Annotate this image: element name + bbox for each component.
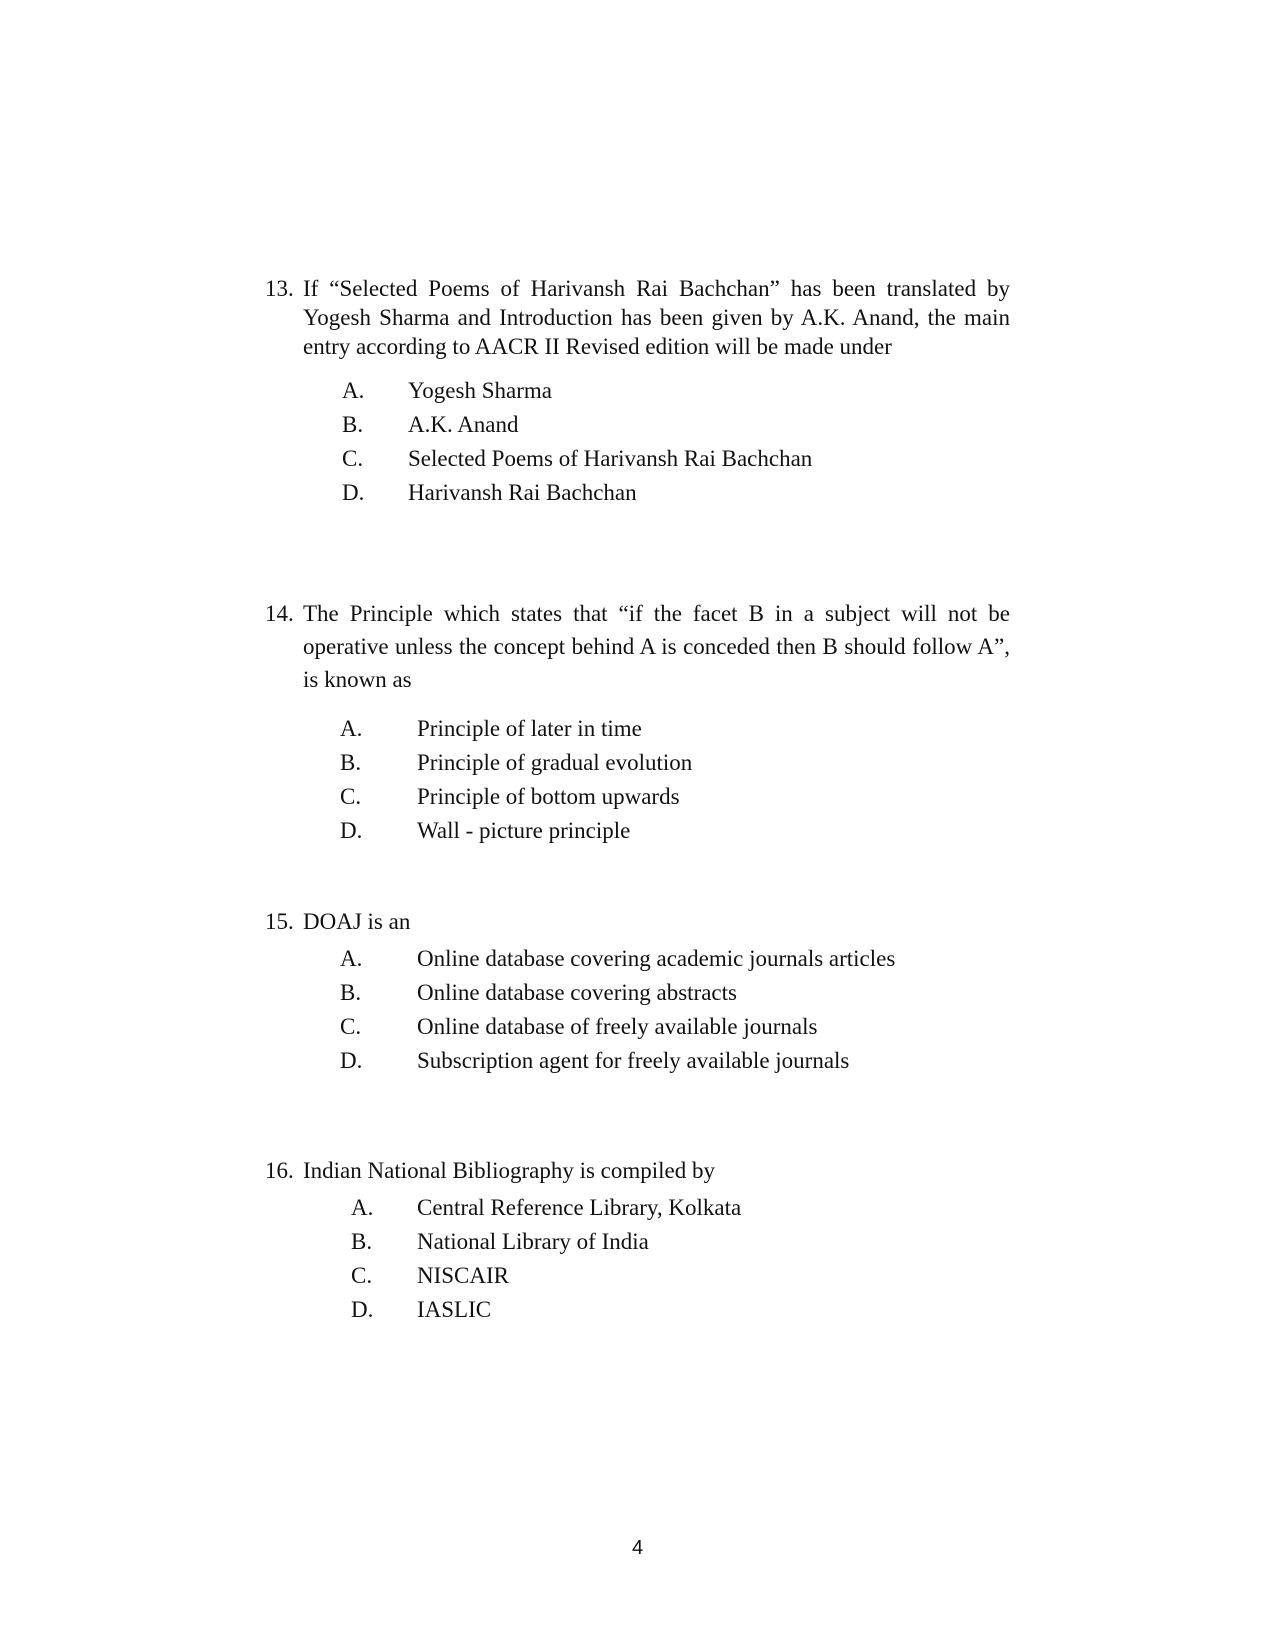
option-a (265, 374, 1010, 408)
question-stem (265, 597, 1010, 696)
option-list (265, 1191, 1010, 1327)
option-text: IASLIC (417, 1297, 492, 1322)
option-text: A.K. Anand (408, 412, 519, 437)
option-text: National Library of India (417, 1229, 649, 1254)
option-letter: B. (342, 412, 364, 437)
option-b (265, 1225, 1010, 1259)
option-b (265, 746, 1010, 780)
option-letter: A. (351, 1195, 374, 1220)
option-list (265, 374, 1010, 510)
option-list (265, 942, 1010, 1078)
option-letter: C. (342, 446, 364, 471)
option-letter: A. (342, 378, 365, 403)
option-letter: C. (351, 1263, 373, 1288)
option-c (265, 1010, 1010, 1044)
option-d (265, 1044, 1010, 1078)
option-a (265, 1191, 1010, 1225)
option-letter: D. (340, 1048, 363, 1073)
question-14 (265, 597, 1010, 848)
option-text: Online database covering academic journals articles (417, 946, 896, 971)
option-d (265, 1293, 1010, 1327)
option-list (265, 712, 1010, 848)
question-13 (265, 274, 1010, 510)
option-d (265, 814, 1010, 848)
option-b (265, 976, 1010, 1010)
question-15 (265, 907, 1010, 1078)
option-d (265, 476, 1010, 510)
question-text: The Principle which states that “if the facet B in a subject will not be operative unless the concept behind A is conceded then B should follow A”, is known as (303, 601, 1010, 692)
option-a (265, 942, 1010, 976)
question-stem (265, 274, 1010, 361)
option-letter: A. (340, 946, 363, 971)
option-text: Yogesh Sharma (408, 378, 552, 403)
option-letter: D. (340, 818, 363, 843)
option-b (265, 408, 1010, 442)
option-letter: C. (340, 784, 362, 809)
option-text: Principle of bottom upwards (417, 784, 680, 809)
question-text: Indian National Bibliography is compiled by (303, 1158, 716, 1183)
option-text: Selected Poems of Harivansh Rai Bachchan (408, 446, 813, 471)
question-stem (265, 1156, 1010, 1185)
option-text: Wall - picture principle (417, 818, 631, 843)
option-text: Principle of gradual evolution (417, 750, 693, 775)
question-number: 16. (265, 1158, 294, 1183)
option-a (265, 712, 1010, 746)
question-text: DOAJ is an (303, 909, 411, 934)
question-number: 13. (265, 276, 294, 301)
option-letter: A. (340, 716, 363, 741)
option-letter: B. (351, 1229, 373, 1254)
option-letter: D. (342, 480, 365, 505)
option-text: Harivansh Rai Bachchan (408, 480, 637, 505)
option-letter: B. (340, 980, 362, 1005)
question-number: 15. (265, 909, 294, 934)
question-16 (265, 1156, 1010, 1327)
option-text: Subscription agent for freely available journals (417, 1048, 850, 1073)
option-letter: C. (340, 1014, 362, 1039)
option-c (265, 780, 1010, 814)
option-text: Principle of later in time (417, 716, 642, 741)
option-c (265, 1259, 1010, 1293)
option-text: NISCAIR (417, 1263, 510, 1288)
option-text: Central Reference Library, Kolkata (417, 1195, 742, 1220)
option-c (265, 442, 1010, 476)
question-text: If “Selected Poems of Harivansh Rai Bachchan” has been translated by Yogesh Sharma and Introduction has been given by A.K. Anand, the main entry according to AACR II Revised edition will be made under (303, 276, 1010, 359)
page-number: 4 (631, 1537, 644, 1559)
question-stem (265, 907, 1010, 936)
option-letter: D. (351, 1297, 374, 1322)
option-text: Online database of freely available journals (417, 1014, 818, 1039)
question-number: 14. (265, 601, 294, 626)
option-text: Online database covering abstracts (417, 980, 737, 1005)
option-letter: B. (340, 750, 362, 775)
